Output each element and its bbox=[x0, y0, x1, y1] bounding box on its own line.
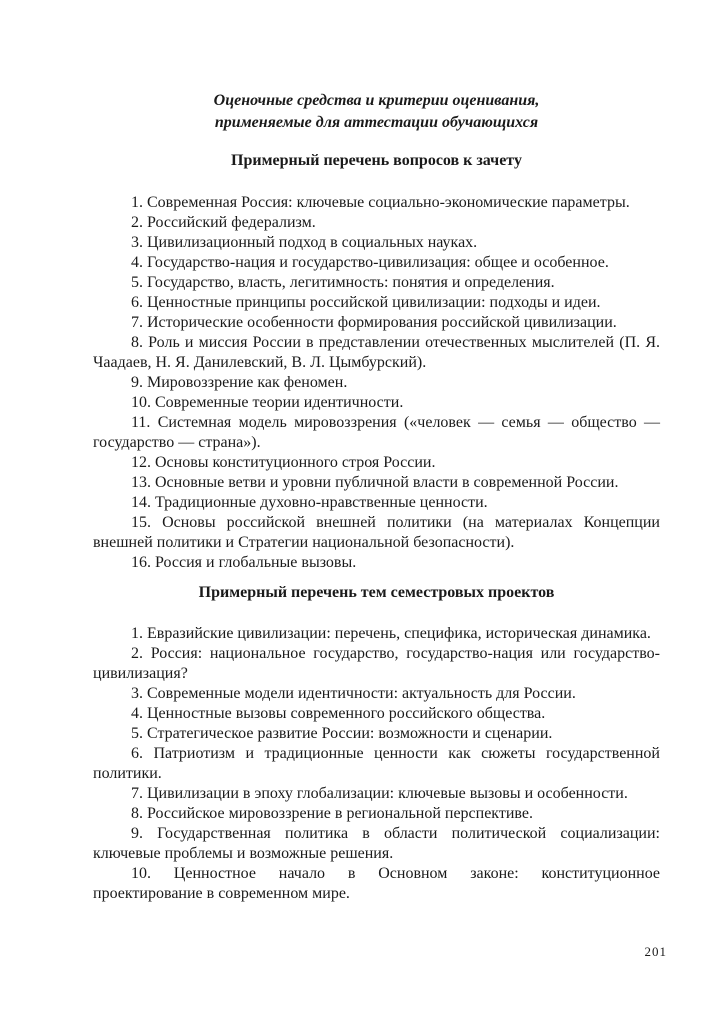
section-heading-semester-projects: Примерный перечень тем семестровых проектов bbox=[198, 584, 555, 601]
list-item: 10. Ценностное начало в Основном законе: конституционное проектирование в современном мире. bbox=[93, 865, 660, 902]
list-item: 5. Стратегическое развитие России: возможности и сценарии. bbox=[131, 725, 553, 742]
list-item: 3. Современные модели идентичности: актуальность для России. bbox=[131, 685, 576, 702]
list-item: 2. Российский федерализм. bbox=[131, 214, 316, 231]
list-item: 10. Современные теории идентичности. bbox=[131, 394, 404, 411]
list-item: 5. Государство, власть, легитимность: понятия и определения. bbox=[131, 274, 555, 291]
list-item: 4. Государство-нация и государство-цивилизация: общее и особенное. bbox=[131, 254, 609, 271]
list-item: 14. Традиционные духовно-нравственные ценности. bbox=[131, 494, 488, 511]
list-item: 2. Россия: национальное государство, государство-нация или государство-цивилизация? bbox=[93, 645, 660, 682]
list-item: 11. Системная модель мировоззрения («человек — семья — общество — государство — страна»). bbox=[93, 414, 660, 451]
page-number: 201 bbox=[644, 944, 667, 959]
list-item: 1. Современная Россия: ключевые социально-экономические параметры. bbox=[131, 194, 630, 211]
list-item: 3. Цивилизационный подход в социальных науках. bbox=[131, 234, 478, 251]
semester-projects-list bbox=[93, 624, 660, 904]
list-item: 9. Мировоззрение как феномен. bbox=[131, 374, 348, 391]
list-item: 4. Ценностные вызовы современного российского общества. bbox=[131, 705, 546, 722]
list-item: 9. Государственная политика в области политической социализации: ключевые проблемы и возможные решения. bbox=[93, 825, 660, 862]
document-title-line-1: Оценочные средства и критерии оценивания, bbox=[213, 92, 540, 109]
list-item: 8. Роль и миссия России в представлении отечественных мыслителей (П. Я. Чаадаев, Н. Я. Данилевский, В. Л. Цымбурский). bbox=[93, 334, 660, 371]
list-item: 8. Российское мировоззрение в региональной перспективе. bbox=[131, 805, 533, 822]
section-heading-exam-questions: Примерный перечень вопросов к зачету bbox=[231, 152, 522, 169]
document-content bbox=[93, 90, 660, 904]
list-item: 1. Евразийские цивилизации: перечень, специфика, историческая динамика. bbox=[131, 625, 651, 642]
list-item: 12. Основы конституционного строя России. bbox=[131, 454, 436, 471]
list-item: 6. Ценностные принципы российской цивилизации: подходы и идеи. bbox=[131, 294, 601, 311]
list-item: 7. Исторические особенности формирования российской цивилизации. bbox=[131, 314, 617, 331]
list-item: 16. Россия и глобальные вызовы. bbox=[131, 554, 357, 571]
document-title-line-2: применяемые для аттестации обучающихся bbox=[214, 114, 539, 131]
list-item: 13. Основные ветви и уровни публичной власти в современной России. bbox=[131, 474, 619, 491]
list-item: 6. Патриотизм и традиционные ценности как сюжеты государственной политики. bbox=[93, 745, 660, 782]
exam-questions-list bbox=[93, 193, 660, 573]
list-item: 7. Цивилизации в эпоху глобализации: ключевые вызовы и особенности. bbox=[131, 785, 628, 802]
document-title bbox=[93, 90, 660, 134]
list-item: 15. Основы российской внешней политики (на материалах Концепции внешней политики и Стратегии национальной безопасности). bbox=[93, 514, 660, 551]
